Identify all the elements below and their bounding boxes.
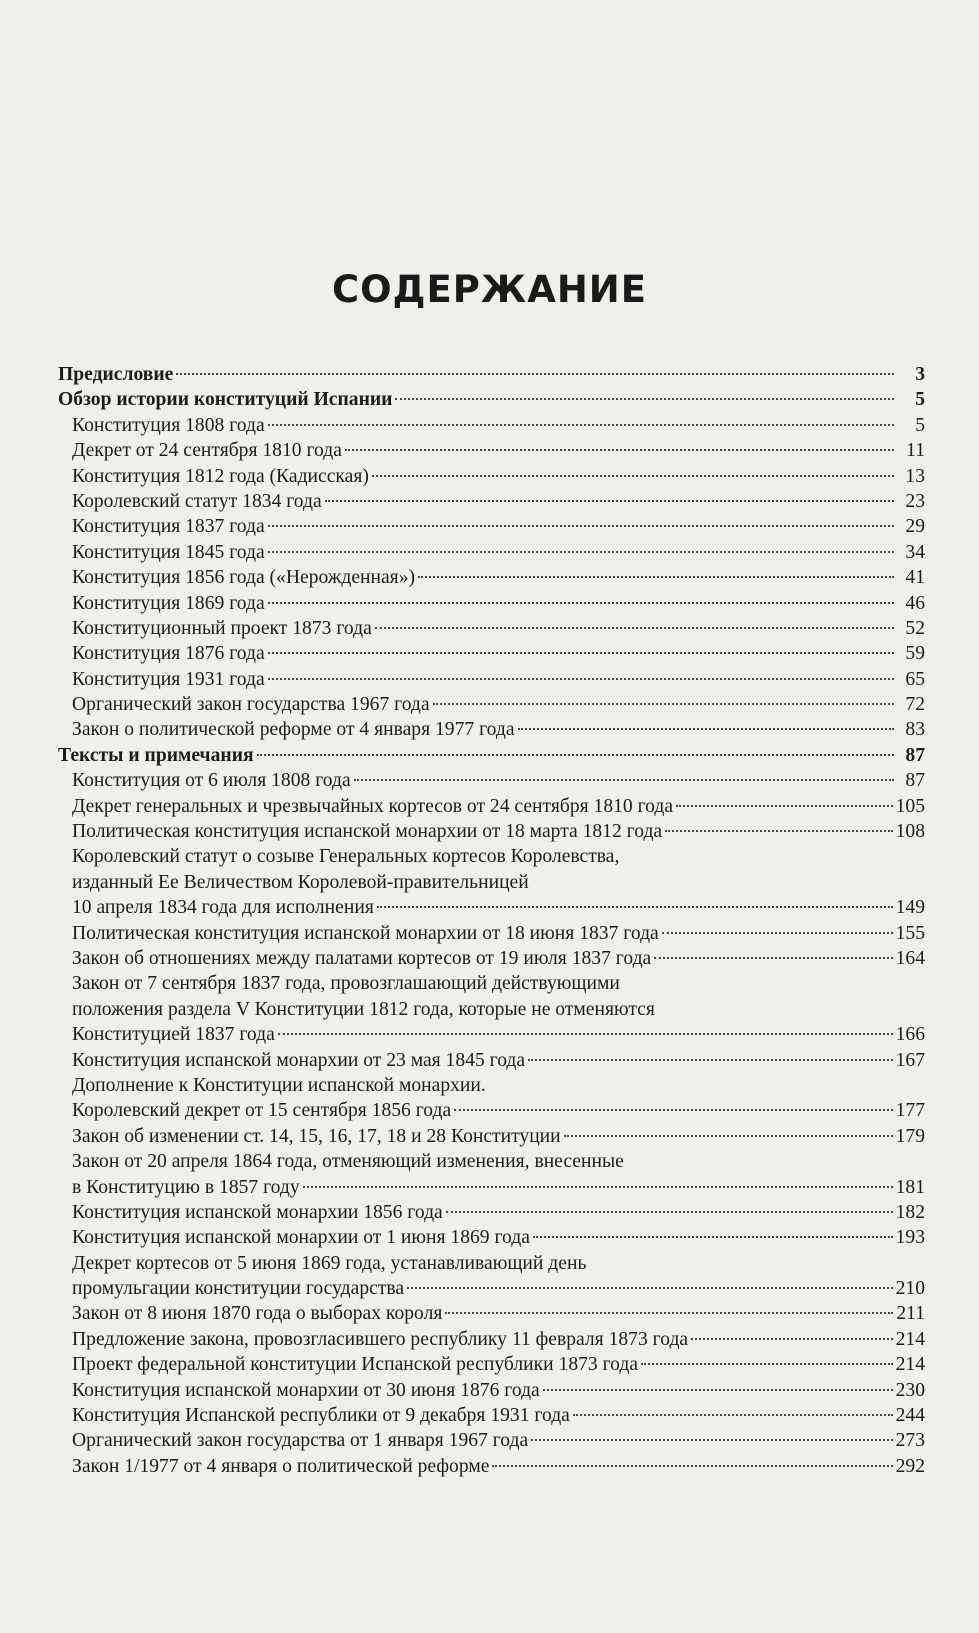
toc-entry-page: 59: [905, 643, 925, 665]
dot-leader: [641, 1363, 893, 1365]
toc-entry-title: Конституция испанской монархии от 23 мая 1845 года: [72, 1049, 526, 1071]
toc-entry-title: Органический закон государства 1967 года: [72, 694, 430, 716]
toc-entry-page: 46: [905, 592, 925, 614]
toc-entry: [58, 1124, 925, 1149]
toc-entry: [58, 591, 925, 616]
toc-entry-title: Конституция от 6 июля 1808 года: [72, 770, 351, 792]
toc-entry-title: Закон об отношениях между палатами кортесов от 19 июля 1837 года: [72, 947, 652, 969]
dot-leader: [325, 500, 894, 502]
toc-entry-page: 105: [895, 795, 925, 817]
toc-entry-page: 3: [915, 364, 925, 385]
toc-entry-page: 87: [905, 744, 925, 766]
dot-leader: [662, 932, 893, 934]
toc-entry-page: 182: [895, 1201, 925, 1223]
dot-leader: [528, 1059, 893, 1061]
toc-section: [58, 743, 925, 768]
dot-leader: [454, 1109, 892, 1111]
dot-leader: [445, 1312, 893, 1314]
dot-leader: [531, 1439, 892, 1441]
toc-entry: [58, 1200, 925, 1225]
toc-entry: [58, 819, 925, 844]
page-title: СОДЕРЖАНИЕ: [331, 268, 648, 311]
toc-entry-page: 211: [896, 1303, 925, 1325]
toc-entry-page: 155: [895, 922, 925, 944]
toc-entry-page: 13: [905, 465, 925, 487]
toc-entry: [58, 971, 925, 996]
toc-entry-title: Закон от 7 сентября 1837 года, провозглашающий действующими: [72, 973, 620, 995]
toc-section: [58, 387, 925, 412]
toc-entry-title: Конституцией 1837 года: [72, 1024, 275, 1046]
toc-entry-page: 210: [895, 1278, 925, 1300]
toc-entry: [58, 870, 925, 895]
toc-entry: [58, 1403, 925, 1428]
toc-entry: [58, 667, 925, 692]
toc-entry-title: Закон о политической реформе от 4 января 1977 года: [72, 719, 515, 741]
dot-leader: [375, 627, 894, 629]
toc-entry: [58, 895, 925, 920]
toc-entry-title: Закон об изменении ст. 14, 15, 16, 17, 18 и 28 Конституции: [72, 1125, 561, 1147]
toc-entry: [58, 1428, 925, 1453]
toc-entry-title: Политическая конституция испанской монархии от 18 июня 1837 года: [72, 922, 659, 944]
toc-entry-title: Конституция 1856 года («Нерожденная»): [72, 567, 416, 589]
toc-section: [58, 362, 925, 387]
dot-leader: [268, 652, 894, 654]
toc-entry-page: 5: [915, 389, 925, 411]
toc-entry-page: 108: [895, 821, 925, 843]
toc-entry-page: 166: [895, 1024, 925, 1046]
toc-entry: [58, 1225, 925, 1250]
toc-entry-page: 23: [905, 490, 925, 512]
toc-entry-page: 214: [895, 1354, 925, 1376]
toc-entry-page: 179: [895, 1125, 925, 1147]
dot-leader: [354, 779, 894, 781]
dot-leader: [407, 1287, 893, 1289]
dot-leader: [303, 1186, 893, 1188]
toc-entry-title: Конституция испанской монархии от 30 июня 1876 года: [72, 1379, 540, 1401]
toc-entry-title: промульгации конституции государства: [72, 1278, 405, 1300]
dot-leader: [518, 728, 894, 730]
toc-entry-title: Конституция 1931 года: [72, 668, 265, 690]
toc-entry-page: 29: [905, 516, 925, 538]
toc-entry: [58, 794, 925, 819]
toc-entry: [58, 1149, 925, 1174]
dot-leader: [446, 1211, 893, 1213]
toc-entry-title: Тексты и примечания: [58, 744, 254, 766]
toc-entry-title: Конституция 1876 года: [72, 643, 265, 665]
toc-entry: [58, 1378, 925, 1403]
toc-entry: [58, 921, 925, 946]
dot-leader: [268, 602, 894, 604]
toc-entry-title: Дополнение к Конституции испанской монархии.: [72, 1074, 486, 1096]
toc-entry-title: Декрет кортесов от 5 июня 1869 года, устанавливающий день: [72, 1252, 587, 1274]
toc-entry-title: изданный Ее Величеством Королевой-правительницей: [72, 871, 529, 893]
dot-leader: [268, 551, 894, 553]
toc-entry-page: 34: [905, 541, 925, 563]
toc-entry-page: 167: [895, 1049, 925, 1071]
toc-entry-title: Конституция испанской монархии 1856 года: [72, 1201, 443, 1223]
toc-entry-title: Конституция 1808 года: [72, 414, 265, 436]
dot-leader: [176, 373, 894, 375]
dot-leader: [665, 830, 892, 832]
toc-entry-title: Декрет от 24 сентября 1810 года: [72, 440, 342, 462]
toc-entry-page: 72: [905, 694, 925, 716]
toc-entry-page: 41: [905, 567, 925, 589]
dot-leader: [268, 424, 894, 426]
toc-entry-page: 5: [915, 414, 925, 436]
toc-entry-page: 230: [895, 1379, 925, 1401]
toc-entry-page: 149: [895, 897, 925, 919]
toc-entry-title: Закон от 20 апреля 1864 года, отменяющий изменения, внесенные: [72, 1151, 624, 1173]
toc-entry-title: Конституция 1845 года: [72, 541, 265, 563]
toc-entry-title: Конституционный проект 1873 года: [72, 617, 372, 639]
dot-leader: [372, 475, 894, 477]
toc-entry-title: Королевский статут 1834 года: [72, 490, 322, 512]
toc-entry-title: Проект федеральной конституции Испанской республики 1873 года: [72, 1354, 639, 1376]
toc-entry: [58, 489, 925, 514]
dot-leader: [268, 525, 894, 527]
toc-entry-title: в Конституцию в 1857 году: [72, 1176, 300, 1198]
toc-entry-title: 10 апреля 1834 года для исполнения: [72, 897, 374, 919]
toc-entry: [58, 514, 925, 539]
toc-entry-page: 87: [905, 770, 925, 792]
dot-leader: [492, 1465, 892, 1467]
toc-entry: [58, 768, 925, 793]
toc-entry-title: Конституция 1837 года: [72, 516, 265, 538]
dot-leader: [654, 957, 892, 959]
dot-leader: [257, 754, 894, 756]
toc-entry: [58, 1251, 925, 1276]
toc-entry-title: Закон от 8 июня 1870 года о выборах короля: [72, 1303, 443, 1325]
toc-entry: [58, 946, 925, 971]
toc-entry: [58, 413, 925, 438]
toc-entry-page: 181: [895, 1176, 925, 1198]
toc-entry: [58, 1098, 925, 1123]
toc-entry: [58, 1352, 925, 1377]
toc-entry-page: 11: [906, 440, 925, 462]
dot-leader: [395, 398, 894, 400]
toc-entry: [58, 438, 925, 463]
toc-entry: [58, 1327, 925, 1352]
dot-leader: [278, 1033, 893, 1035]
dot-leader: [564, 1135, 893, 1137]
dot-leader: [691, 1338, 892, 1340]
toc-entry-title: Закон 1/1977 от 4 января о политической реформе: [72, 1455, 490, 1477]
toc-entry: [58, 464, 925, 489]
toc-entry-title: Обзор истории конституций Испании: [58, 389, 393, 411]
table-of-contents: [58, 362, 925, 1479]
dot-leader: [573, 1414, 893, 1416]
dot-leader: [418, 576, 894, 578]
toc-entry-title: Политическая конституция испанской монархии от 18 марта 1812 года: [72, 821, 663, 843]
toc-entry-title: Конституция 1869 года: [72, 592, 265, 614]
toc-entry-page: 244: [895, 1405, 925, 1427]
toc-entry-page: 193: [895, 1227, 925, 1249]
toc-entry-title: положения раздела V Конституции 1812 года, которые не отменяются: [72, 998, 655, 1020]
toc-entry-page: 164: [895, 947, 925, 969]
toc-entry: [58, 1022, 925, 1047]
toc-entry: [58, 1276, 925, 1301]
toc-entry-page: 292: [895, 1455, 925, 1477]
toc-entry-title: Конституция Испанской республики от 9 декабря 1931 года: [72, 1405, 570, 1427]
toc-entry-title: Конституция 1812 года (Кадисская): [72, 465, 369, 487]
toc-entry-page: 214: [895, 1328, 925, 1350]
dot-leader: [268, 678, 894, 680]
dot-leader: [377, 906, 893, 908]
toc-entry: [58, 1048, 925, 1073]
toc-entry: [58, 997, 925, 1022]
toc-entry: [58, 1454, 925, 1479]
toc-entry: [58, 692, 925, 717]
toc-entry-title: Декрет генеральных и чрезвычайных кортесов от 24 сентября 1810 года: [72, 795, 674, 817]
toc-entry: [58, 1175, 925, 1200]
toc-entry-title: Предисловие: [58, 364, 174, 385]
toc-entry-title: Органический закон государства от 1 января 1967 года: [72, 1430, 529, 1452]
toc-entry-page: 65: [905, 668, 925, 690]
dot-leader: [533, 1236, 893, 1238]
toc-entry: [58, 1301, 925, 1326]
toc-entry: [58, 540, 925, 565]
toc-entry: [58, 717, 925, 742]
toc-entry-page: 177: [895, 1100, 925, 1122]
toc-entry: [58, 1073, 925, 1098]
toc-entry: [58, 565, 925, 590]
toc-entry-title: Королевский статут о созыве Генеральных кортесов Королевства,: [72, 846, 620, 868]
toc-entry: [58, 641, 925, 666]
toc-entry-title: Предложение закона, провозгласившего республику 11 февраля 1873 года: [72, 1328, 689, 1350]
toc-entry-page: 273: [895, 1430, 925, 1452]
toc-entry-title: Королевский декрет от 15 сентября 1856 года: [72, 1100, 452, 1122]
dot-leader: [676, 805, 893, 807]
dot-leader: [433, 703, 894, 705]
dot-leader: [543, 1389, 893, 1391]
toc-entry-title: Конституция испанской монархии от 1 июня 1869 года: [72, 1227, 530, 1249]
toc-entry-page: 52: [905, 617, 925, 639]
toc-entry: [58, 616, 925, 641]
toc-entry: [58, 844, 925, 869]
dot-leader: [345, 449, 894, 451]
toc-entry-page: 83: [905, 719, 925, 741]
